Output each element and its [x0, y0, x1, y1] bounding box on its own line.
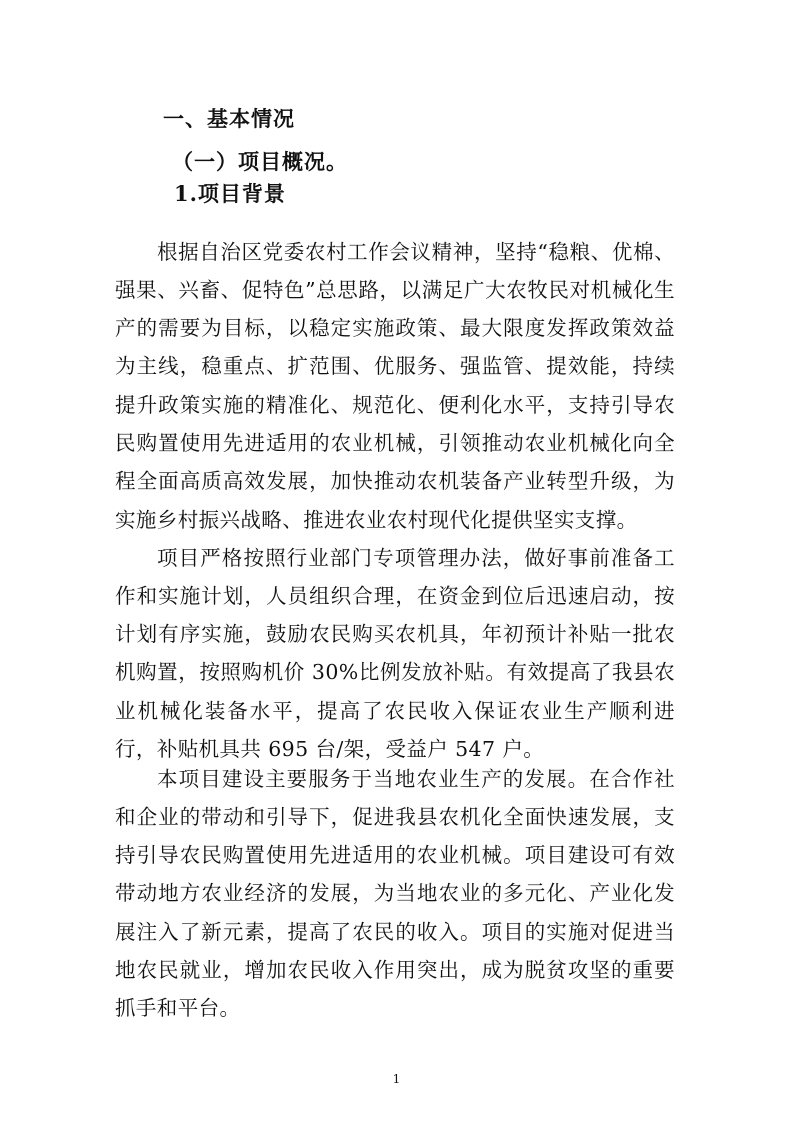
page-number: 1: [392, 1072, 401, 1086]
subsection-heading: （一）项目概况。: [172, 149, 348, 174]
section-heading: 一、基本情况: [163, 106, 295, 131]
sub-subsection-heading: 1.项目背景: [174, 181, 286, 206]
paragraph-benefits: 本项目建设主要服务于当地农业生产的发展。在合作社和企业的带动和引导下，促进我县农机化全面快速发展，支持引导农民购置使用先进适用的农业机械。项目建设可有效带动地方农业经济的发展，为当地农业的多元化、产业化发展注入了新元素，提高了农民的收入。项目的实施对促进当地农民就业，增加农民收入作用突出，成为脱贫攻坚的重要抓手和平台。: [115, 766, 675, 1021]
paragraph-implementation: 项目严格按照行业部门专项管理办法，做好事前准备工作和实施计划，人员组织合理，在资金到位后迅速启动，按计划有序实施，鼓励农民购买农机具，年初预计补贴一批农机购置，按照购机价 30%比例发放补贴。有效提高了我县农业机械化装备水平，提高了农民收入保证农业生产顺利进行，补贴机具共 695 台/架，受益户 547 户。: [115, 545, 675, 761]
paragraph-background-policy: 根据自治区党委农村工作会议精神，坚持“稳粮、优棉、强果、兴畜、促特色”总思路，以满足广大农牧民对机械化生产的需要为目标，以稳定实施政策、最大限度发挥政策效益为主线，稳重点、扩范围、优服务、强监管、提效能，持续提升政策实施的精准化、规范化、便利化水平，支持引导农民购置使用先进适用的农业机械，引领推动农业机械化向全程全面高质高效发展，加快推动农机装备产业转型升级，为实施乡村振兴战略、推进农业农村现代化提供坚实支撑。: [115, 239, 675, 532]
